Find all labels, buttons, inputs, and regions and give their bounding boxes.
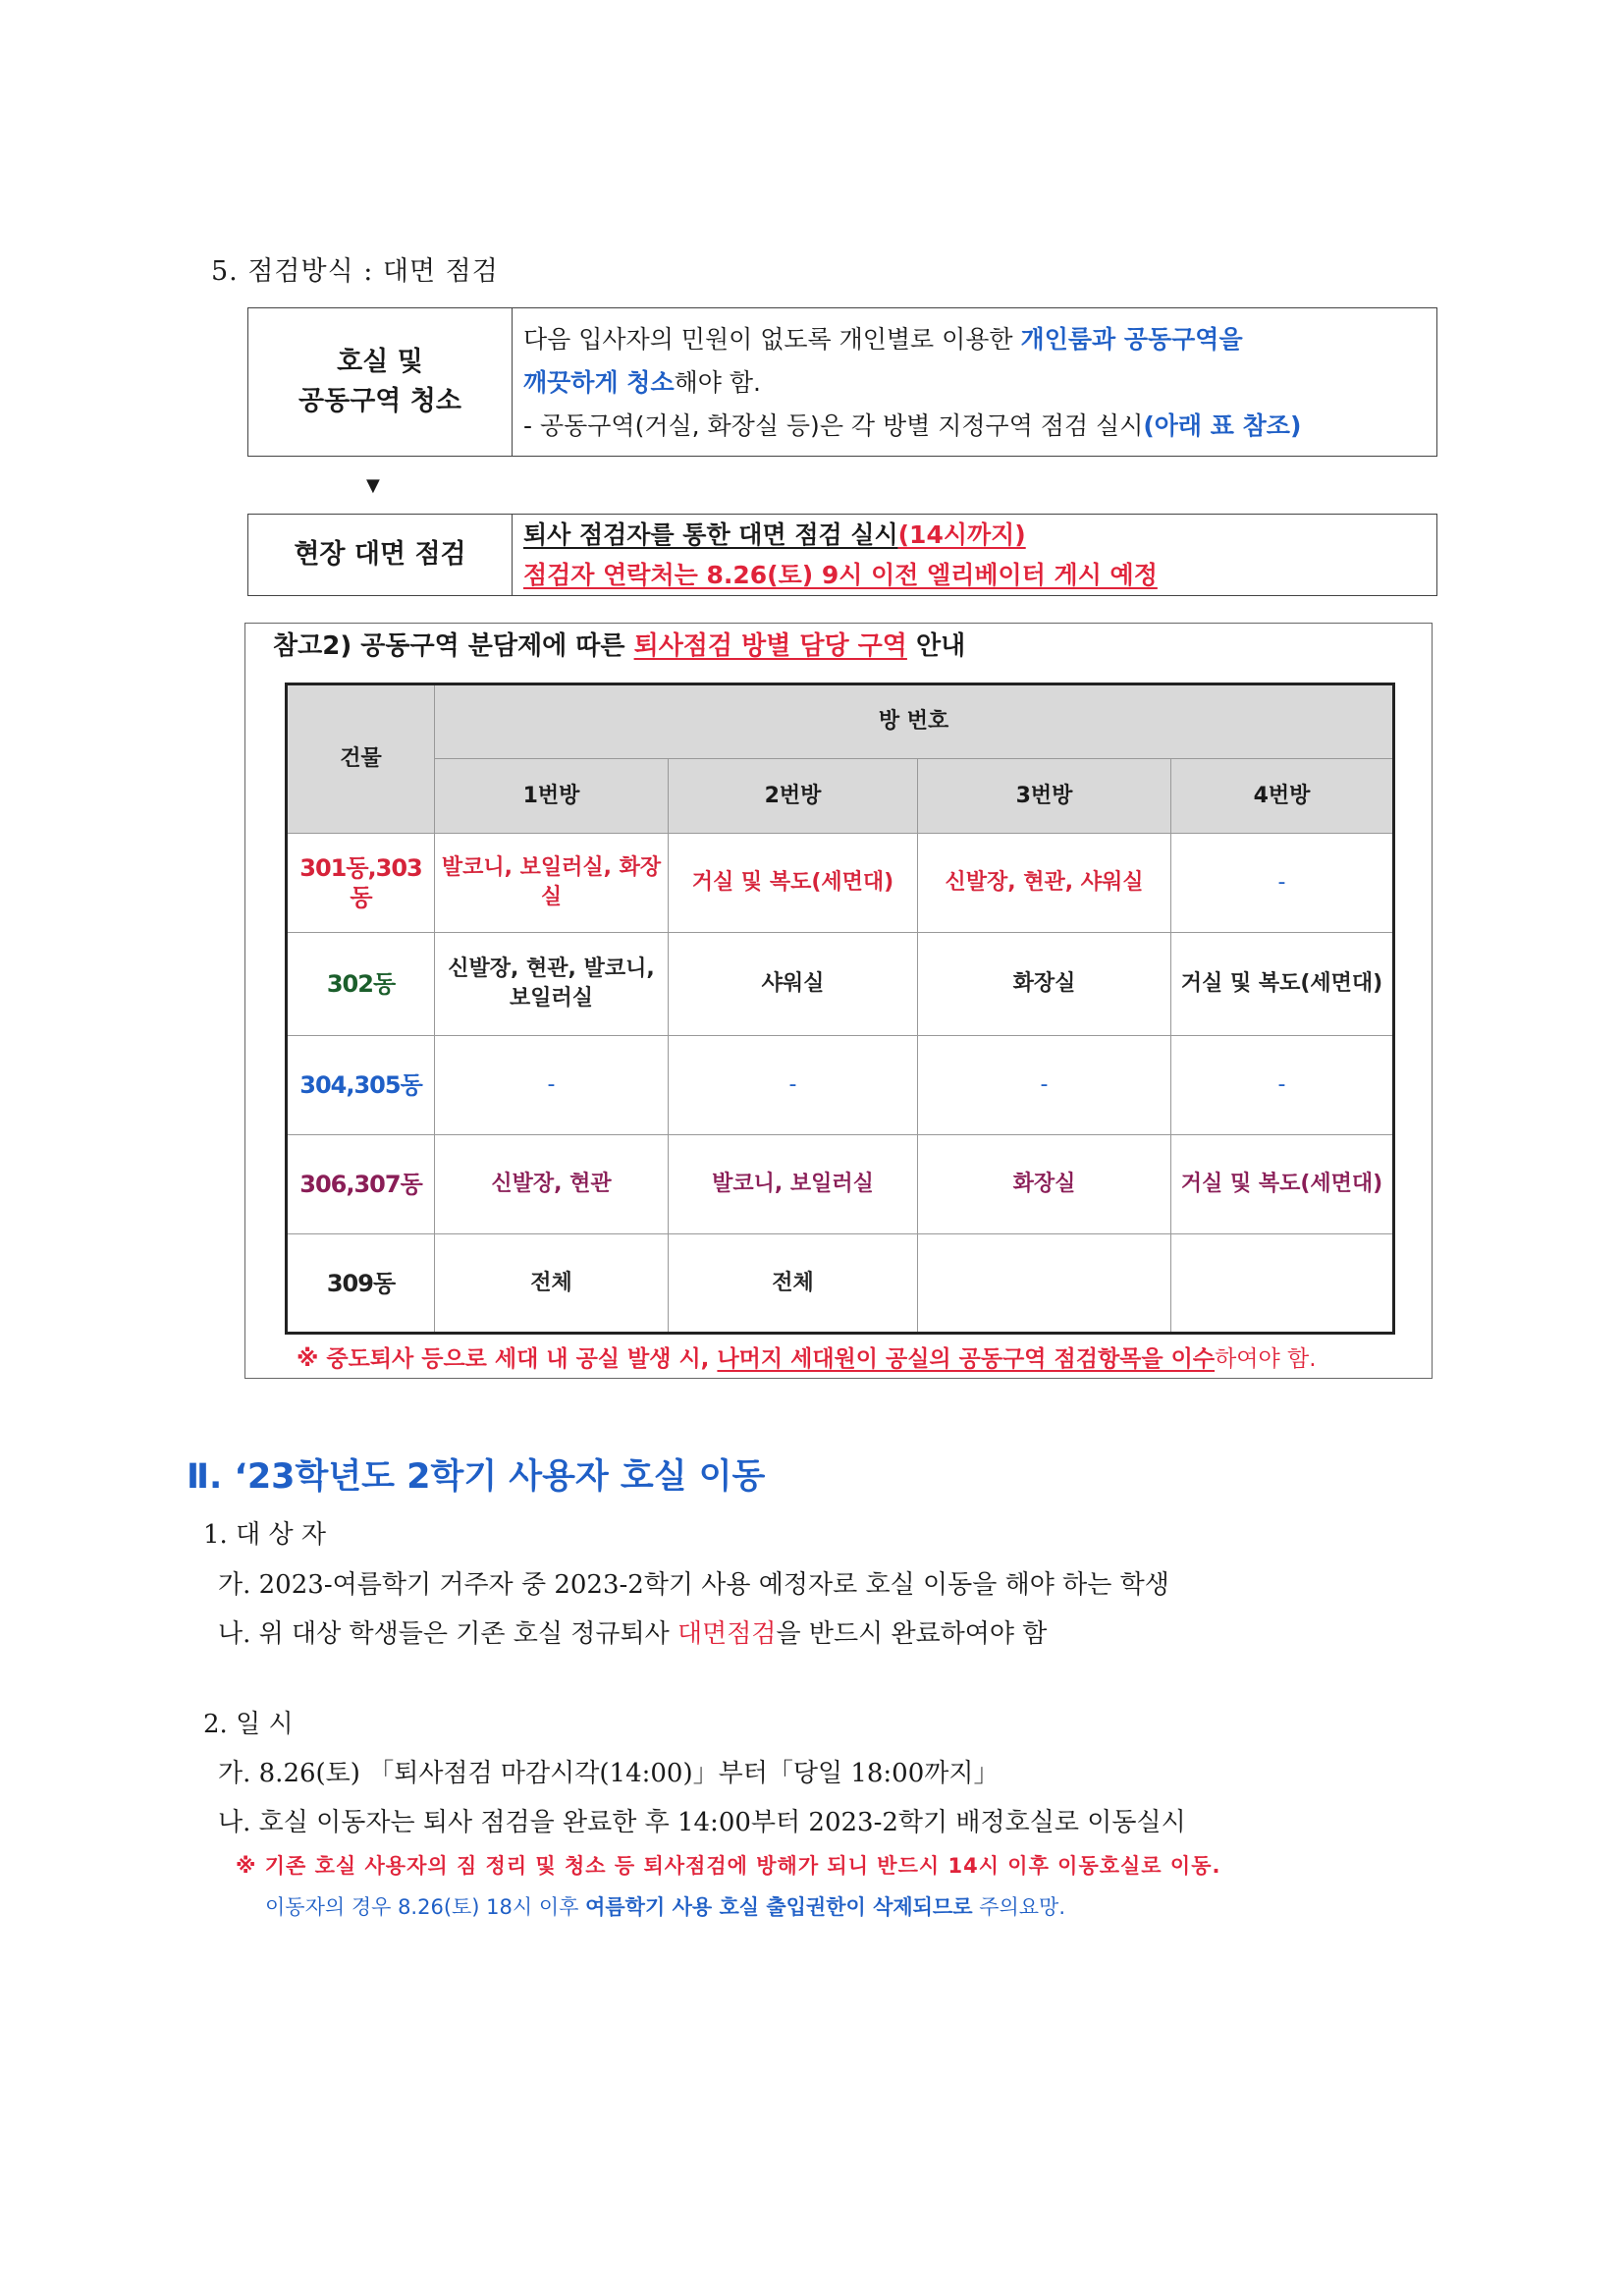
onsite-inspection-label: 현장 대면 점검	[248, 515, 513, 595]
cleaning-line3-highlight: (아래 표 참조)	[1143, 411, 1302, 440]
table-row	[287, 1234, 1394, 1334]
target-title: 1. 대 상 자	[203, 1520, 326, 1550]
duty-cell: -	[435, 1036, 669, 1135]
warning-line-2-highlight: 여름학기 사용 호실 출입권한이 삭제되므로	[585, 1895, 973, 1919]
reference-note-prefix: ※ 중도퇴사 등으로 세대 내 공실 발생 시,	[297, 1346, 718, 1372]
reference-title-suffix: 안내	[906, 631, 966, 661]
building-cell: 309동	[287, 1234, 435, 1334]
duty-cell: 화장실	[918, 933, 1171, 1036]
inspection-line1-time: (14시까지)	[897, 520, 1026, 549]
schedule-title: 2. 일 시	[203, 1710, 294, 1739]
duty-cell: 전체	[435, 1234, 669, 1334]
schedule-item-b: 나. 호실 이동자는 퇴사 점검을 완료한 후 14:00부터 2023-2학기 배정호실로 이동실시	[218, 1808, 1186, 1837]
duty-cell: 거실 및 복도(세면대)	[1171, 933, 1394, 1036]
inspection-line1-text: 퇴사 점검자를 통한 대면 점검 실시	[523, 520, 898, 549]
cleaning-line1-highlight: 개인룸과 공동구역을	[1020, 325, 1243, 354]
room-cleaning-box	[247, 307, 1437, 457]
table-row	[287, 1135, 1394, 1234]
building-cell: 306,307동	[287, 1135, 435, 1234]
duty-cell: 발코니, 보일러실	[669, 1135, 918, 1234]
duty-cell: 신발장, 현관, 샤워실	[918, 834, 1171, 933]
warning-line-2-text: 이동자의 경우 8.26(토) 18시 이후	[265, 1895, 586, 1919]
duty-cell	[918, 1234, 1171, 1334]
reference-title	[273, 626, 965, 662]
reference-note-highlight: 나머지 세대원이 공실의 공동구역 점검항목을 이수	[717, 1346, 1216, 1372]
table-row	[287, 834, 1394, 933]
building-cell: 301동,303동	[287, 834, 435, 933]
reference-note	[297, 1340, 1317, 1373]
room-cleaning-label-line1: 호실 및	[337, 347, 423, 377]
schedule-item-a: 가. 8.26(토) 「퇴사점검 마감시각(14:00)」부터「당일 18:00까지」	[218, 1759, 1000, 1788]
reference-title-highlight: 퇴사점검 방별 담당 구역	[633, 631, 907, 661]
target-item-a: 가. 2023-여름학기 거주자 중 2023-2학기 사용 예정자로 호실 이동을 해야 하는 학생	[218, 1570, 1169, 1600]
header-room-4: 4번방	[1171, 759, 1394, 834]
target-item-b-suffix: 을 반드시 완료하여야 함	[776, 1619, 1048, 1649]
down-arrow-icon: ▼	[366, 475, 380, 496]
duty-cell: 신발장, 현관	[435, 1135, 669, 1234]
cleaning-line2-text: 해야 함.	[674, 368, 761, 397]
building-cell: 304,305동	[287, 1036, 435, 1135]
onsite-inspection-box	[247, 514, 1437, 596]
section-5-title: 5. 점검방식 : 대면 점검	[211, 256, 499, 287]
header-building: 건물	[287, 684, 435, 834]
duty-cell: -	[1171, 1036, 1394, 1135]
duty-cell: 거실 및 복도(세면대)	[1171, 1135, 1394, 1234]
duty-cell: 거실 및 복도(세면대)	[669, 834, 918, 933]
building-cell: 302동	[287, 933, 435, 1036]
duty-cell: -	[1171, 834, 1394, 933]
duty-cell: 신발장, 현관, 발코니, 보일러실	[435, 933, 669, 1036]
inspection-line2-text: 점검자 연락처는 8.26(토) 9시 이전 엘리베이터 게시 예정	[523, 561, 1158, 589]
target-item-b	[218, 1613, 1047, 1650]
duty-cell: 샤워실	[669, 933, 918, 1036]
duty-cell: 화장실	[918, 1135, 1171, 1234]
cleaning-line2-highlight: 깨끗하게 청소	[523, 368, 675, 397]
duty-cell: 발코니, 보일러실, 화장실	[435, 834, 669, 933]
duty-cell: -	[918, 1036, 1171, 1135]
reference-note-suffix: 하여야 함.	[1215, 1346, 1317, 1372]
duty-cell: 전체	[669, 1234, 918, 1334]
header-room-1: 1번방	[435, 759, 669, 834]
room-cleaning-label-line2: 공동구역 청소	[298, 386, 461, 416]
table-row	[287, 1036, 1394, 1135]
target-item-b-highlight: 대면점검	[676, 1619, 777, 1649]
warning-line-2	[265, 1891, 1065, 1921]
cleaning-line3-text: - 공동구역(거실, 화장실 등)은 각 방별 지정구역 점검 실시	[523, 411, 1144, 440]
duty-cell: -	[669, 1036, 918, 1135]
warning-line-1: ※ 기존 호실 사용자의 짐 정리 및 청소 등 퇴사점검에 방해가 되니 반드시 14시 이후 이동호실로 이동.	[236, 1854, 1221, 1878]
reference-box	[244, 623, 1433, 1379]
header-room-3: 3번방	[918, 759, 1171, 834]
onsite-inspection-text	[523, 515, 1427, 595]
reference-title-prefix: 참고2) 공동구역 분담제에 따른	[273, 631, 634, 661]
warning-line-2-suffix: 주의요망.	[972, 1895, 1066, 1919]
header-room-number: 방 번호	[435, 684, 1394, 759]
room-cleaning-text	[523, 318, 1427, 448]
cleaning-line1-text: 다음 입사자의 민원이 없도록 개인별로 이용한	[523, 325, 1021, 354]
duty-cell	[1171, 1234, 1394, 1334]
target-item-b-text: 나. 위 대상 학생들은 기존 호실 정규퇴사	[218, 1619, 677, 1649]
duty-area-table	[285, 683, 1395, 1335]
header-room-2: 2번방	[669, 759, 918, 834]
room-cleaning-label	[248, 308, 513, 456]
section-2-heading: Ⅱ. ‘23학년도 2학기 사용자 호실 이동	[187, 1457, 766, 1497]
table-row	[287, 933, 1394, 1036]
